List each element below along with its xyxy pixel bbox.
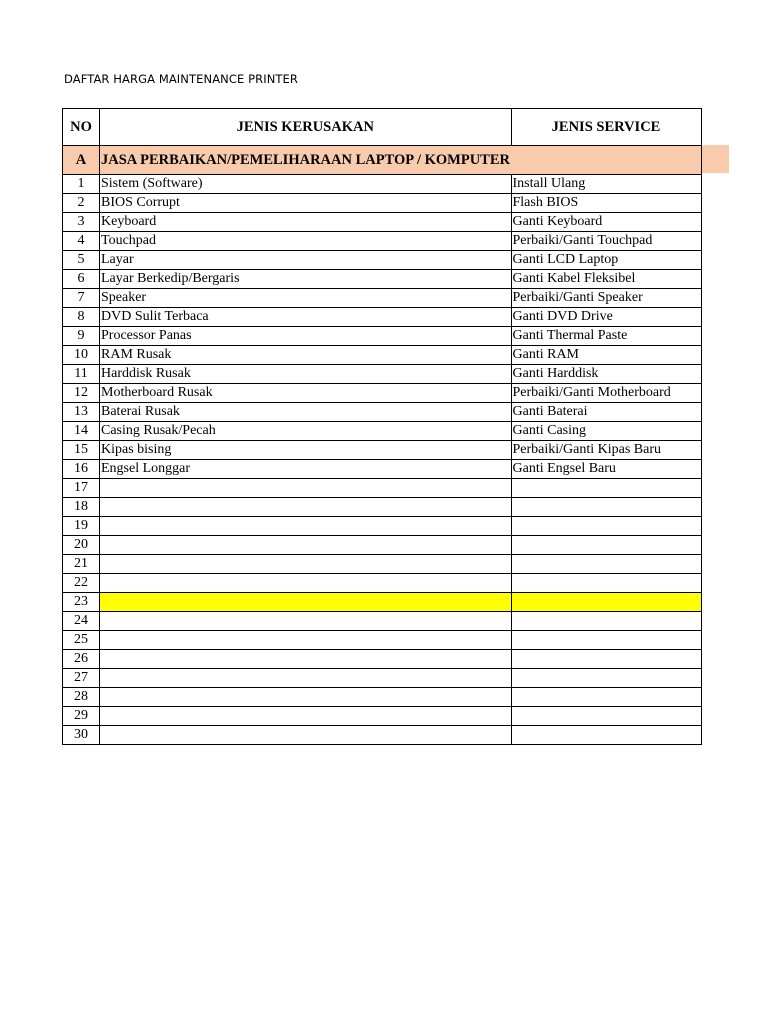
document-title: DAFTAR HARGA MAINTENANCE PRINTER [64, 72, 299, 86]
table-row [63, 555, 702, 574]
kerusakan-cell[interactable] [100, 631, 512, 650]
row-number-cell[interactable]: 3 [63, 213, 100, 232]
table-row [63, 327, 702, 346]
service-cell[interactable] [511, 688, 701, 707]
service-cell[interactable]: Install Ulang [511, 175, 701, 194]
table-row [63, 384, 702, 403]
service-cell[interactable] [511, 479, 701, 498]
kerusakan-cell[interactable] [100, 479, 512, 498]
table-row [63, 536, 702, 555]
table-row [63, 308, 702, 327]
service-cell[interactable]: Ganti Baterai [511, 403, 701, 422]
service-cell[interactable] [511, 555, 701, 574]
table-row [63, 403, 702, 422]
row-number-cell[interactable]: 23 [63, 593, 100, 612]
kerusakan-cell[interactable]: Baterai Rusak [100, 403, 512, 422]
row-number-cell[interactable]: 24 [63, 612, 100, 631]
service-cell[interactable] [511, 574, 701, 593]
row-number-cell[interactable]: 1 [63, 175, 100, 194]
row-number-cell[interactable]: 13 [63, 403, 100, 422]
service-cell[interactable] [511, 593, 701, 612]
table-row [63, 707, 702, 726]
row-number-cell[interactable]: 18 [63, 498, 100, 517]
table-row [63, 517, 702, 536]
row-number-cell[interactable]: 27 [63, 669, 100, 688]
service-cell[interactable] [511, 536, 701, 555]
table-row [63, 593, 702, 612]
kerusakan-cell[interactable] [100, 555, 512, 574]
row-number-cell[interactable]: 2 [63, 194, 100, 213]
service-cell[interactable] [511, 631, 701, 650]
service-cell[interactable]: Ganti LCD Laptop [511, 251, 701, 270]
kerusakan-cell[interactable]: BIOS Corrupt [100, 194, 512, 213]
table-row [63, 612, 702, 631]
table-row [63, 346, 702, 365]
header-no[interactable]: NO [63, 109, 100, 146]
service-cell[interactable] [511, 498, 701, 517]
table-row [63, 422, 702, 441]
row-number-cell[interactable]: 20 [63, 536, 100, 555]
kerusakan-cell[interactable]: Sistem (Software) [100, 175, 512, 194]
service-cell[interactable]: Ganti Keyboard [511, 213, 701, 232]
table-row [63, 688, 702, 707]
table-row [63, 726, 702, 745]
service-cell[interactable]: Ganti RAM [511, 346, 701, 365]
kerusakan-cell[interactable]: Layar [100, 251, 512, 270]
table-row [63, 270, 702, 289]
table-row [63, 365, 702, 384]
service-cell[interactable] [511, 707, 701, 726]
table-row [63, 175, 702, 194]
row-number-cell[interactable]: 28 [63, 688, 100, 707]
service-cell[interactable] [511, 517, 701, 536]
header-jenis-kerusakan[interactable]: JENIS KERUSAKAN [100, 109, 512, 146]
row-number-cell[interactable]: 10 [63, 346, 100, 365]
row-number-cell[interactable]: 16 [63, 460, 100, 479]
kerusakan-cell[interactable]: Layar Berkedip/Bergaris [100, 270, 512, 289]
table-row [63, 574, 702, 593]
kerusakan-cell[interactable] [100, 707, 512, 726]
kerusakan-cell[interactable]: RAM Rusak [100, 346, 512, 365]
service-cell[interactable]: Ganti Engsel Baru [511, 460, 701, 479]
table-row [63, 441, 702, 460]
kerusakan-cell[interactable] [100, 593, 512, 612]
service-cell[interactable]: Ganti DVD Drive [511, 308, 701, 327]
table-row [63, 194, 702, 213]
row-number-cell[interactable]: 8 [63, 308, 100, 327]
service-cell[interactable]: Ganti Kabel Fleksibel [511, 270, 701, 289]
header-jenis-service[interactable]: JENIS SERVICE [511, 109, 701, 146]
row-number-cell[interactable]: 5 [63, 251, 100, 270]
kerusakan-cell[interactable]: Speaker [100, 289, 512, 308]
row-number-cell[interactable]: 4 [63, 232, 100, 251]
section-title[interactable]: JASA PERBAIKAN/PEMELIHARAAN LAPTOP / KOMPUTER [100, 146, 512, 175]
section-title-overflow-cell[interactable] [511, 146, 701, 175]
row-number-cell[interactable]: 12 [63, 384, 100, 403]
kerusakan-cell[interactable]: DVD Sulit Terbaca [100, 308, 512, 327]
service-cell[interactable]: Perbaiki/Ganti Kipas Baru [511, 441, 701, 460]
kerusakan-cell[interactable]: Keyboard [100, 213, 512, 232]
row-number-cell[interactable]: 21 [63, 555, 100, 574]
row-number-cell[interactable]: 11 [63, 365, 100, 384]
service-cell[interactable] [511, 669, 701, 688]
kerusakan-cell[interactable] [100, 536, 512, 555]
service-cell[interactable]: Ganti Casing [511, 422, 701, 441]
row-number-cell[interactable]: 6 [63, 270, 100, 289]
kerusakan-cell[interactable] [100, 726, 512, 745]
service-cell[interactable]: Perbaiki/Ganti Speaker [511, 289, 701, 308]
table-row [63, 498, 702, 517]
table-header-row [63, 109, 702, 146]
kerusakan-cell[interactable] [100, 612, 512, 631]
kerusakan-cell[interactable]: Engsel Longgar [100, 460, 512, 479]
kerusakan-cell[interactable] [100, 517, 512, 536]
maintenance-table [62, 108, 702, 745]
kerusakan-cell[interactable] [100, 498, 512, 517]
table-row [63, 251, 702, 270]
service-cell[interactable]: Ganti Harddisk [511, 365, 701, 384]
service-cell[interactable]: Perbaiki/Ganti Touchpad [511, 232, 701, 251]
table-row [63, 460, 702, 479]
kerusakan-cell[interactable]: Motherboard Rusak [100, 384, 512, 403]
table-row [63, 232, 702, 251]
row-number-cell[interactable]: 29 [63, 707, 100, 726]
section-code[interactable]: A [63, 146, 100, 175]
row-number-cell[interactable]: 14 [63, 422, 100, 441]
table-row [63, 289, 702, 308]
kerusakan-cell[interactable]: Touchpad [100, 232, 512, 251]
row-number-cell[interactable]: 30 [63, 726, 100, 745]
kerusakan-cell[interactable] [100, 574, 512, 593]
table-row [63, 479, 702, 498]
section-row [63, 146, 702, 175]
table-row [63, 650, 702, 669]
kerusakan-cell[interactable]: Processor Panas [100, 327, 512, 346]
kerusakan-cell[interactable]: Harddisk Rusak [100, 365, 512, 384]
service-cell[interactable]: Flash BIOS [511, 194, 701, 213]
row-number-cell[interactable]: 17 [63, 479, 100, 498]
service-cell[interactable] [511, 612, 701, 631]
kerusakan-cell[interactable] [100, 669, 512, 688]
kerusakan-cell[interactable] [100, 650, 512, 669]
kerusakan-cell[interactable] [100, 688, 512, 707]
table-row [63, 213, 702, 232]
row-number-cell[interactable]: 9 [63, 327, 100, 346]
table-row [63, 669, 702, 688]
row-number-cell[interactable]: 19 [63, 517, 100, 536]
row-number-cell[interactable]: 22 [63, 574, 100, 593]
service-cell[interactable] [511, 726, 701, 745]
service-cell[interactable]: Perbaiki/Ganti Motherboard [511, 384, 701, 403]
kerusakan-cell[interactable]: Casing Rusak/Pecah [100, 422, 512, 441]
row-number-cell[interactable]: 7 [63, 289, 100, 308]
kerusakan-cell[interactable]: Kipas bising [100, 441, 512, 460]
row-number-cell[interactable]: 25 [63, 631, 100, 650]
table-row [63, 631, 702, 650]
service-cell[interactable] [511, 650, 701, 669]
service-cell[interactable]: Ganti Thermal Paste [511, 327, 701, 346]
row-number-cell[interactable]: 15 [63, 441, 100, 460]
row-number-cell[interactable]: 26 [63, 650, 100, 669]
